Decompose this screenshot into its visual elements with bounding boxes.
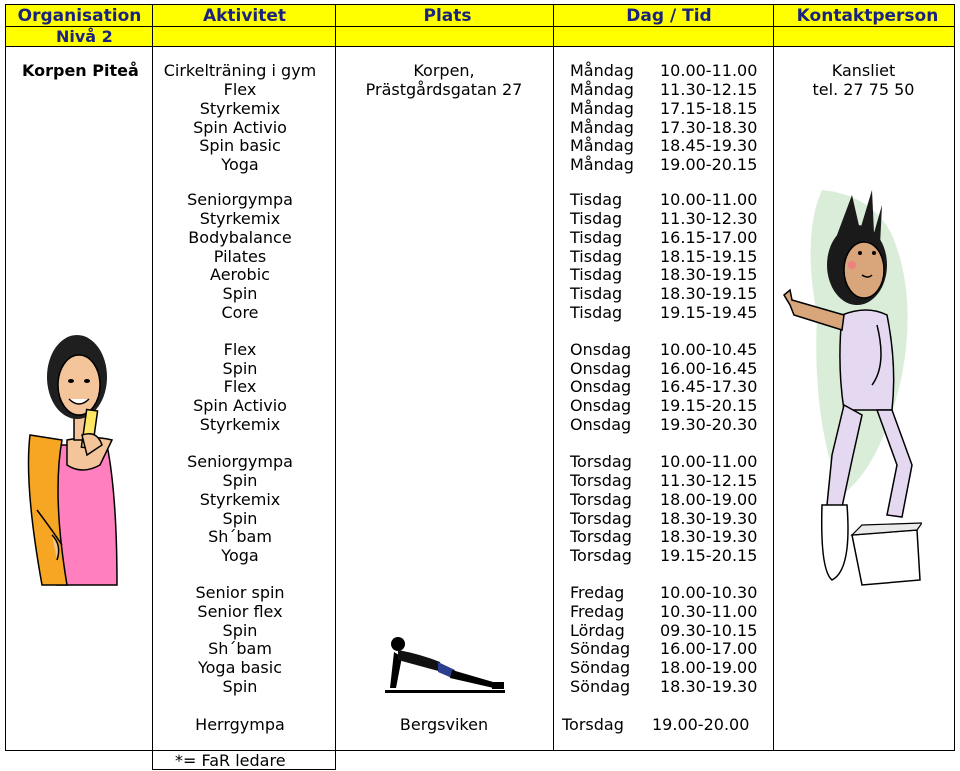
table-header — [5, 4, 955, 27]
activity: Styrkemix — [199, 209, 281, 228]
header-organisation: Organisation — [17, 6, 142, 26]
activity: Spin — [222, 284, 258, 303]
time: 18.30-19.15 — [660, 284, 758, 303]
day: Torsdag — [570, 546, 632, 565]
day: Söndag — [570, 658, 631, 677]
day: Tisdag — [570, 190, 623, 209]
day: Måndag — [570, 80, 634, 99]
time: 18.30-19.30 — [660, 677, 758, 696]
header-plats: Plats — [423, 6, 472, 26]
day: Torsdag — [570, 452, 632, 471]
activity: Senior flex — [197, 602, 283, 621]
col-line — [5, 4, 6, 751]
activity: Styrkemix — [199, 415, 281, 434]
day: Torsdag — [570, 471, 632, 490]
day: Tisdag — [570, 303, 623, 322]
activity: Cirkelträning i gym — [163, 61, 317, 80]
time: 16.45-17.30 — [660, 377, 758, 396]
activity: Yoga basic — [197, 658, 283, 677]
activity: Flex — [223, 340, 257, 359]
activity: Spin Activio — [193, 118, 287, 137]
time: 18.45-19.30 — [660, 136, 758, 155]
herr-time: 19.00-20.00 — [652, 715, 750, 734]
activity: Sh´bam — [208, 639, 272, 658]
day: Onsdag — [570, 415, 632, 434]
activity: Core — [221, 303, 259, 322]
day: Torsdag — [570, 527, 632, 546]
col-line — [335, 4, 336, 751]
day: Tisdag — [570, 228, 623, 247]
activity: Styrkemix — [199, 99, 281, 118]
col-line — [335, 750, 336, 770]
day: Fredag — [570, 583, 625, 602]
day: Måndag — [570, 61, 634, 80]
col-line — [553, 4, 554, 751]
level-band — [5, 27, 955, 47]
header-kontaktperson: Kontaktperson — [796, 6, 939, 26]
activity: Spin — [222, 359, 258, 378]
day: Lördag — [570, 621, 625, 640]
activity: Yoga — [221, 155, 259, 174]
day: Fredag — [570, 602, 625, 621]
day: Måndag — [570, 136, 634, 155]
activity: Spin — [222, 509, 258, 528]
time: 16.15-17.00 — [660, 228, 758, 247]
day: Söndag — [570, 639, 631, 658]
header-dag-tid: Dag / Tid — [626, 6, 712, 26]
time: 19.00-20.15 — [660, 155, 758, 174]
activity: Spin Activio — [193, 396, 287, 415]
day: Måndag — [570, 118, 634, 137]
pushup-man-clipart — [380, 632, 510, 696]
row-line — [5, 750, 955, 751]
woman-with-towel-clipart — [22, 315, 127, 590]
time: 10.00-10.45 — [660, 340, 758, 359]
time: 19.30-20.30 — [660, 415, 758, 434]
day: Måndag — [570, 155, 634, 174]
contact-line-1: Kansliet — [831, 61, 896, 80]
time: 10.00-11.00 — [660, 190, 758, 209]
organisation-name: Korpen Piteå — [22, 61, 139, 80]
time: 16.00-17.00 — [660, 639, 758, 658]
time: 10.30-11.00 — [660, 602, 758, 621]
time: 17.15-18.15 — [660, 99, 758, 118]
time: 18.15-19.15 — [660, 247, 758, 266]
day: Tisdag — [570, 247, 623, 266]
herr-day: Torsdag — [562, 715, 624, 734]
contact-line-2: tel. 27 75 50 — [812, 80, 915, 99]
day: Onsdag — [570, 377, 632, 396]
activity: Spin — [222, 471, 258, 490]
footnote: *= FaR ledare — [175, 751, 286, 770]
time: 18.30-19.30 — [660, 509, 758, 528]
day: Onsdag — [570, 359, 632, 378]
time: 19.15-20.15 — [660, 396, 758, 415]
time: 18.00-19.00 — [660, 658, 758, 677]
level-label: Nivå 2 — [56, 27, 113, 46]
day: Torsdag — [570, 509, 632, 528]
herr-activity: Herrgympa — [195, 715, 285, 734]
activity: Styrkemix — [199, 490, 281, 509]
activity: Seniorgympa — [187, 190, 293, 209]
time: 18.30-19.15 — [660, 265, 758, 284]
time: 10.00-11.00 — [660, 452, 758, 471]
col-line — [773, 4, 774, 751]
activity: Flex — [223, 377, 257, 396]
activity: Bodybalance — [188, 228, 292, 247]
day: Tisdag — [570, 284, 623, 303]
time: 09.30-10.15 — [660, 621, 758, 640]
time: 18.30-19.30 — [660, 527, 758, 546]
activity: Spin — [222, 621, 258, 640]
day: Onsdag — [570, 340, 632, 359]
time: 17.30-18.30 — [660, 118, 758, 137]
time: 11.30-12.15 — [660, 471, 758, 490]
activity: Flex — [223, 80, 257, 99]
time: 19.15-20.15 — [660, 546, 758, 565]
activity: Seniorgympa — [187, 452, 293, 471]
day: Tisdag — [570, 209, 623, 228]
place-line-1: Korpen, — [413, 61, 475, 80]
activity: Spin — [222, 677, 258, 696]
activity: Senior spin — [195, 583, 285, 602]
activity: Aerobic — [210, 265, 270, 284]
col-line — [954, 4, 955, 751]
activity: Spin basic — [199, 136, 281, 155]
time: 11.30-12.15 — [660, 80, 758, 99]
day: Söndag — [570, 677, 631, 696]
time: 10.00-11.00 — [660, 61, 758, 80]
header-aktivitet: Aktivitet — [202, 6, 287, 26]
day: Måndag — [570, 99, 634, 118]
activity: Pilates — [213, 247, 267, 266]
time: 16.00-16.45 — [660, 359, 758, 378]
step-aerobics-girl-clipart — [782, 175, 922, 595]
day: Onsdag — [570, 396, 632, 415]
day: Tisdag — [570, 265, 623, 284]
time: 19.15-19.45 — [660, 303, 758, 322]
time: 10.00-10.30 — [660, 583, 758, 602]
time: 18.00-19.00 — [660, 490, 758, 509]
activity: Sh´bam — [208, 527, 272, 546]
time: 11.30-12.30 — [660, 209, 758, 228]
day: Torsdag — [570, 490, 632, 509]
activity: Yoga — [221, 546, 259, 565]
place-line-2: Prästgårdsgatan 27 — [365, 80, 523, 99]
herr-place: Bergsviken — [399, 715, 489, 734]
